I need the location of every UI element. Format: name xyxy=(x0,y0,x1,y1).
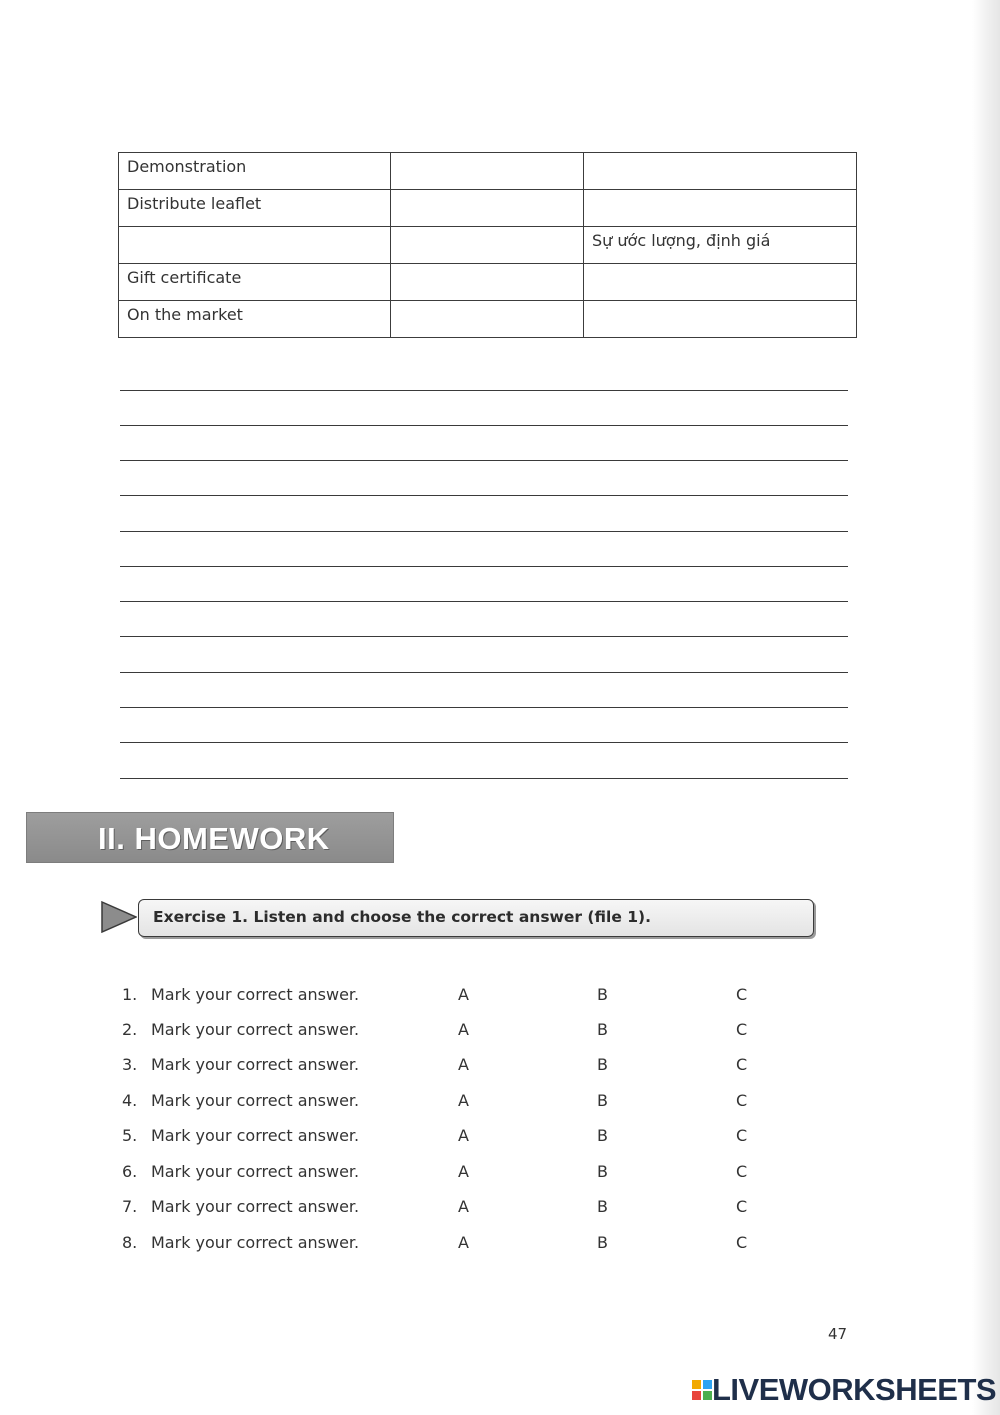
option-c[interactable]: C xyxy=(736,1126,748,1145)
table-cell-blank[interactable] xyxy=(391,264,584,301)
question-text: Mark your correct answer. xyxy=(151,985,360,1004)
writing-line[interactable] xyxy=(120,778,848,779)
table-row xyxy=(119,153,857,190)
option-b[interactable]: B xyxy=(597,1197,608,1216)
option-a[interactable]: A xyxy=(458,1020,469,1039)
option-b[interactable]: B xyxy=(597,1126,608,1145)
exercise-title: Exercise 1. Listen and choose the correct answer (file 1). xyxy=(153,908,651,926)
question-row xyxy=(0,1126,1000,1156)
option-c[interactable]: C xyxy=(736,1091,748,1110)
table-cell-blank[interactable] xyxy=(391,190,584,227)
writing-line[interactable] xyxy=(120,742,848,743)
option-c[interactable]: C xyxy=(736,1197,748,1216)
table-cell-term[interactable] xyxy=(119,227,391,264)
option-b[interactable]: B xyxy=(597,1055,608,1074)
table-cell-meaning[interactable] xyxy=(584,190,857,227)
question-row xyxy=(0,1233,1000,1263)
table-cell-meaning[interactable] xyxy=(584,153,857,190)
option-c[interactable]: C xyxy=(736,1055,748,1074)
table-cell-term: Demonstration xyxy=(119,153,391,190)
question-text: Mark your correct answer. xyxy=(151,1162,360,1181)
writing-line[interactable] xyxy=(120,707,848,708)
option-b[interactable]: B xyxy=(597,1091,608,1110)
exercise-header xyxy=(138,899,814,937)
page-number: 47 xyxy=(828,1325,848,1343)
option-c[interactable]: C xyxy=(736,985,748,1004)
option-a[interactable]: A xyxy=(458,1233,469,1252)
question-number: 8. xyxy=(122,1233,138,1252)
option-b[interactable]: B xyxy=(597,1233,608,1252)
question-text: Mark your correct answer. xyxy=(151,1233,360,1252)
question-text: Mark your correct answer. xyxy=(151,1020,360,1039)
option-c[interactable]: C xyxy=(736,1162,748,1181)
writing-line[interactable] xyxy=(120,390,848,391)
table-row xyxy=(119,190,857,227)
option-b[interactable]: B xyxy=(597,1162,608,1181)
question-number: 4. xyxy=(122,1091,138,1110)
writing-line[interactable] xyxy=(120,425,848,426)
table-cell-blank[interactable] xyxy=(391,301,584,338)
table-cell-blank[interactable] xyxy=(391,227,584,264)
homework-title: II. HOMEWORK xyxy=(98,821,330,856)
table-cell-blank[interactable] xyxy=(391,153,584,190)
option-a[interactable]: A xyxy=(458,1162,469,1181)
table-cell-term: Gift certificate xyxy=(119,264,391,301)
option-c[interactable]: C xyxy=(736,1020,748,1039)
question-number: 5. xyxy=(122,1126,138,1145)
question-number: 1. xyxy=(122,985,138,1004)
question-row xyxy=(0,1055,1000,1085)
question-text: Mark your correct answer. xyxy=(151,1197,360,1216)
writing-line[interactable] xyxy=(120,460,848,461)
question-row xyxy=(0,1091,1000,1121)
question-row xyxy=(0,1162,1000,1192)
table-cell-term: Distribute leaflet xyxy=(119,190,391,227)
option-c[interactable]: C xyxy=(736,1233,748,1252)
homework-banner xyxy=(26,812,394,863)
question-row xyxy=(0,1197,1000,1227)
vocabulary-table xyxy=(118,152,857,338)
question-number: 7. xyxy=(122,1197,138,1216)
table-cell-meaning[interactable] xyxy=(584,264,857,301)
option-a[interactable]: A xyxy=(458,985,469,1004)
brand-text: LIVEWORKSHEETS xyxy=(712,1372,997,1407)
writing-line[interactable] xyxy=(120,672,848,673)
table-row xyxy=(119,264,857,301)
question-text: Mark your correct answer. xyxy=(151,1091,360,1110)
play-arrow-icon xyxy=(101,901,137,933)
option-b[interactable]: B xyxy=(597,1020,608,1039)
option-a[interactable]: A xyxy=(458,1126,469,1145)
table-cell-meaning: Sự ước lượng, định giá xyxy=(584,227,857,264)
table-cell-meaning[interactable] xyxy=(584,301,857,338)
question-text: Mark your correct answer. xyxy=(151,1055,360,1074)
writing-line[interactable] xyxy=(120,495,848,496)
option-a[interactable]: A xyxy=(458,1091,469,1110)
writing-line[interactable] xyxy=(120,566,848,567)
question-text: Mark your correct answer. xyxy=(151,1126,360,1145)
writing-line[interactable] xyxy=(120,636,848,637)
question-number: 2. xyxy=(122,1020,138,1039)
question-number: 6. xyxy=(122,1162,138,1181)
question-row xyxy=(0,985,1000,1015)
option-b[interactable]: B xyxy=(597,985,608,1004)
table-row xyxy=(119,301,857,338)
question-row xyxy=(0,1020,1000,1050)
table-row xyxy=(119,227,857,264)
writing-line[interactable] xyxy=(120,601,848,602)
option-a[interactable]: A xyxy=(458,1055,469,1074)
writing-line[interactable] xyxy=(120,531,848,532)
table-cell-term: On the market xyxy=(119,301,391,338)
question-number: 3. xyxy=(122,1055,138,1074)
option-a[interactable]: A xyxy=(458,1197,469,1216)
